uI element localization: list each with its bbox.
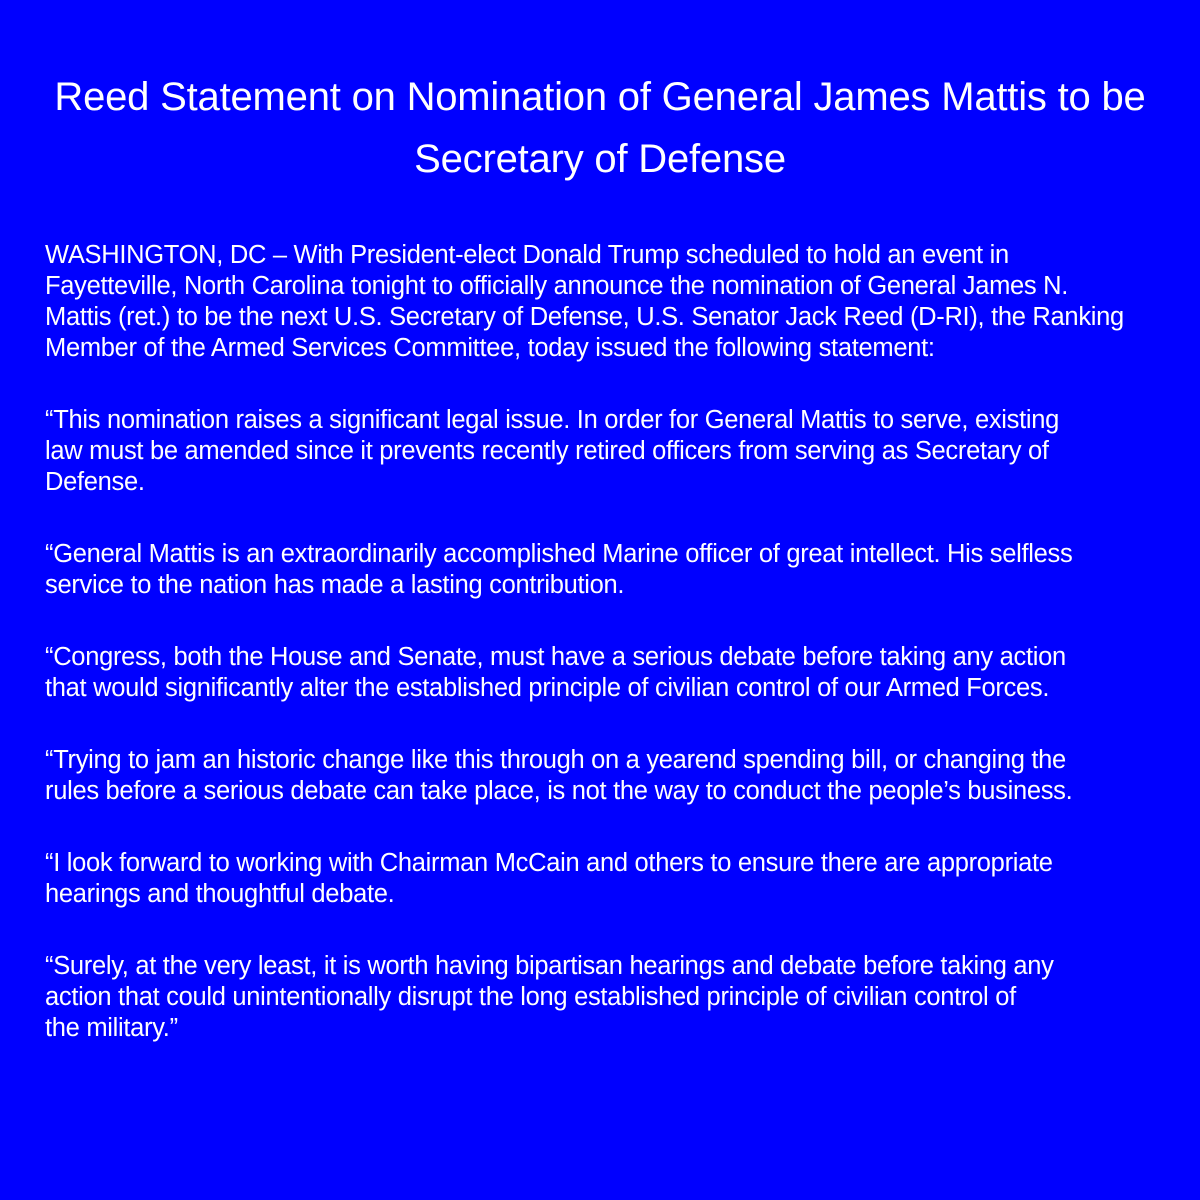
text-line: the military.” [45, 1014, 178, 1042]
text-line: “This nomination raises a significant legal issue. In order for General Mattis to serve, existing [45, 406, 1060, 434]
text-line: “Trying to jam an historic change like this through on a yearend spending bill, or changing the [45, 746, 1066, 774]
text-line: that would significantly alter the established principle of civilian control of our Armed Forces. [45, 674, 1050, 702]
paragraph-bipartisan [45, 951, 1175, 1044]
text-line: action that could unintentionally disrupt the long established principle of civilian control of [45, 983, 1016, 1011]
text-line: hearings and thoughtful debate. [45, 880, 395, 908]
text-line: “Surely, at the very least, it is worth having bipartisan hearings and debate before taking any [45, 952, 1054, 980]
title-line-1: Reed Statement on Nomination of General James Mattis to be [54, 75, 1146, 119]
text-line: service to the nation has made a lasting contribution. [45, 571, 625, 599]
paragraph-mattis-praise [45, 539, 1175, 601]
paragraph-hearings [45, 848, 1175, 910]
statement-body [45, 240, 1175, 1085]
text-line: rules before a serious debate can take place, is not the way to conduct the people’s business. [45, 777, 1073, 805]
text-line: law must be amended since it prevents recently retired officers from serving as Secretary of [45, 437, 1049, 465]
text-line: “General Mattis is an extraordinarily accomplished Marine officer of great intellect. His selfless [45, 540, 1073, 568]
text-line: Mattis (ret.) to be the next U.S. Secretary of Defense, U.S. Senator Jack Reed (D-RI), the Ranking [45, 303, 1124, 331]
paragraph-legal-issue [45, 405, 1175, 498]
paragraph-spending-bill [45, 745, 1175, 807]
statement-title [0, 66, 1200, 190]
text-line: Fayetteville, North Carolina tonight to officially announce the nomination of General James N. [45, 272, 1069, 300]
text-line: “I look forward to working with Chairman McCain and others to ensure there are appropriate [45, 849, 1053, 877]
paragraph-congress-debate [45, 642, 1175, 704]
text-line: Member of the Armed Services Committee, today issued the following statement: [45, 334, 935, 362]
text-line: WASHINGTON, DC – With President-elect Donald Trump scheduled to hold an event in [45, 241, 1009, 269]
text-line: Defense. [45, 468, 145, 496]
paragraph-dateline [45, 240, 1175, 364]
title-line-2: Secretary of Defense [414, 137, 786, 181]
text-line: “Congress, both the House and Senate, must have a serious debate before taking any action [45, 643, 1066, 671]
